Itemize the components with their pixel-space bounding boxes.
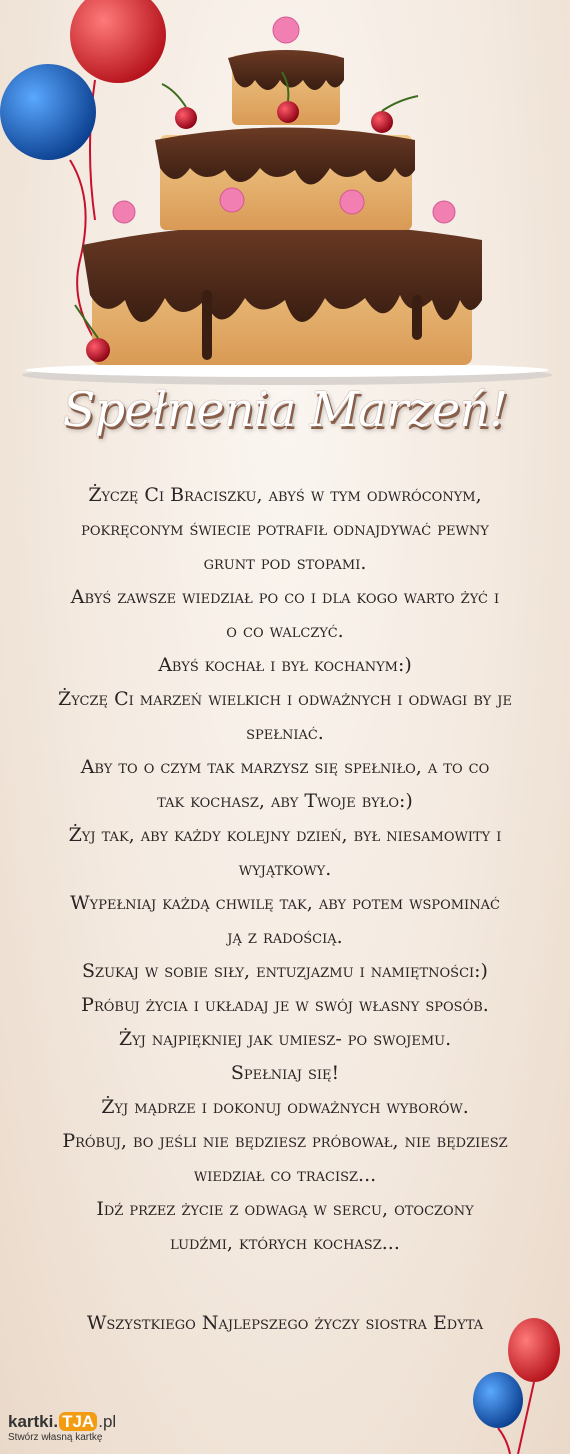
message-line: ją z radością.: [227, 926, 343, 948]
message-line: Próbuj życia i układaj je w swój własny sposób.: [81, 994, 489, 1016]
logo-suffix: .pl: [98, 1412, 117, 1431]
message-line: Spełniaj się!: [230, 1062, 340, 1084]
message-line: Abyś kochał i był kochanym:): [158, 654, 412, 676]
cake-bottom-tier: [82, 224, 482, 365]
message-line: wiedział co tracisz...: [193, 1164, 377, 1186]
kartki-logo: [8, 1412, 116, 1432]
message-line: Szukaj w sobie siły, entuzjazmu i namiętności:): [82, 960, 488, 982]
cake-illustration: [0, 0, 570, 400]
card-signature: Wszystkiego Najlepszego życzy siostra Edyta: [86, 1312, 484, 1334]
message-line: tak kochasz, aby Twoje było:): [157, 790, 413, 812]
message-line: Żyj najpiękniej jak umiesz- po swojemu.: [118, 1028, 452, 1050]
message-line: grunt pod stopami.: [203, 552, 367, 574]
message-line: Aby to o czym tak marzysz się spełniło, a to co: [80, 756, 490, 778]
balloon-blue-top: [0, 64, 96, 340]
message-line: Wypełniaj każdą chwilę tak, aby potem wspominać: [70, 892, 500, 914]
message-line: o co walczyć.: [226, 620, 344, 642]
message-line: spełniać.: [246, 722, 324, 744]
balloon-icon: [462, 1304, 570, 1454]
message-line: Próbuj, bo jeśli nie będziesz próbował, nie będziesz: [62, 1130, 508, 1152]
card-message: [30, 478, 540, 1260]
card-title: Spełnenia Marzeń!: [62, 382, 508, 438]
logo-badge: TJA: [59, 1412, 97, 1431]
message-line: Abyś zawsze wiedział po co i dla kogo warto żyć i: [70, 586, 500, 608]
logo-prefix: kartki.: [8, 1412, 59, 1431]
message-line: Żyj mądrze i dokonuj odważnych wyborów.: [101, 1096, 469, 1118]
message-line: Życzę Ci Braciszku, abyś w tym odwróconym,: [88, 484, 482, 506]
cake-middle-tier: [155, 128, 415, 231]
message-line: pokręconym świecie potrafił odnajdywać pewny: [81, 518, 489, 540]
message-line: Życzę Ci marzeń wielkich i odważnych i odwagi by je: [58, 688, 512, 710]
message-line: Żyj tak, aby każdy kolejny dzień, był niesamowity i: [68, 824, 502, 846]
message-line: Idź przez życie z odwagą w sercu, otoczony: [96, 1198, 474, 1220]
message-line: wyjątkowy.: [238, 858, 332, 880]
kartki-logo-link[interactable]: [4, 1412, 124, 1454]
message-line: ludźmi, których kochasz...: [170, 1232, 400, 1254]
logo-tagline: Stwórz własną kartkę: [8, 1432, 103, 1443]
